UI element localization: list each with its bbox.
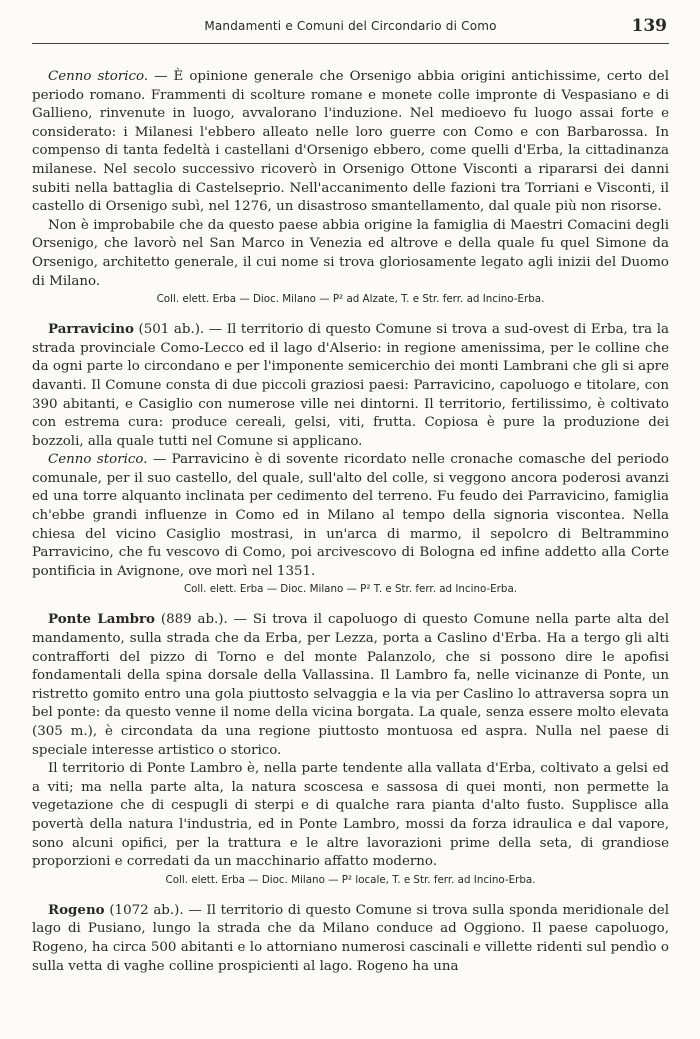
- parravicino-title: Parravicino: [48, 321, 134, 338]
- ponte-lambro-paragraph: [32, 610, 669, 760]
- rogeno-title: Rogeno: [48, 901, 105, 918]
- parravicino-history-text: — Parravicino è di sovente ricordato nelle cronache comasche del periodo comunale, per il suo castello, del quale, sull'alto del colle, si veggono ancora poderosi avanzi ed una torre alquanto inclinata per cedimento del terreno. Fu feudo dei Parravicino, famiglia ch'ebbe grandi influenze in Como ed in Milano al tempo della signoria viscontea. Nella chiesa del vicino Casiglio mostrasi, in un'arca di marmo, il sepolcro di Beltrammino Parravicino, che fu vescovo di Como, poi arcivescovo di Bologna ed infine addetto alla Corte pontificia in Avignone, ove morì nel 1351.: [32, 452, 669, 579]
- parravicino-coll-line: Coll. elett. Erba — Dioc. Milano — P² T. e Str. ferr. ad Incino-Erba.: [183, 583, 518, 596]
- running-title: Mandamenti e Comuni del Circondario di Como: [204, 19, 497, 33]
- rogeno-paragraph: [32, 901, 669, 976]
- rogeno-population: (1072 ab.).: [109, 902, 184, 918]
- cenno-storico-label: Cenno storico.: [48, 69, 149, 84]
- section-gap: [32, 597, 669, 610]
- section-gap: [32, 307, 669, 320]
- orsenigo-coll-line: Coll. elett. Erba — Dioc. Milano — P² ad Alzate, T. e Str. ferr. ad Incino-Erba.: [156, 293, 545, 306]
- page-number: 139: [631, 16, 667, 36]
- parravicino-history-paragraph: [32, 451, 669, 581]
- orsenigo-maestri-paragraph: Non è improbabile che da questo paese abbia origine la famiglia di Maestri Comacini degli Orsenigo, che lavorò nel San Marco in Venezia ed altrove e della quale fu quel Simone da Orsenigo, architetto generale, il cui nome si trova gloriosamente legato agli inizii del Duomo di Milano.: [32, 217, 669, 289]
- rogeno-territory-text: — Il territorio di questo Comune si trova sulla sponda meridionale del lago di Pusiano, lungo la strada che da Milano conduce ad Oggiono. Il paese capoluogo, Rogeno, ha circa 500 abitanti e lo attorniano numerosi cascinali e villette ridenti sul pendìo o sulla vetta di vaghe colline prospicienti al lago. Rogeno ha una: [32, 902, 670, 974]
- orsenigo-history-text: — È opinione generale che Orsenigo abbia origini antichissime, certo del periodo romano. Frammenti di scolture romane e monete colle impronte di Vespasiano e di Gallieno, rinvenute in luogo, avvalorano l'induzione. Nel medioevo fu luogo assai forte e considerato: i Milanesi l'ebbero alleato nelle loro guerre con Como e con Barbarossa. In compenso di tanta fedeltà i castellani d'Orsenigo ebbero, come quelli d'Erba, la cittadinanza milanese. Nel secolo successivo ricoverò in Orsenigo Ottone Visconti a ripararsi dei danni subiti nella battaglia di Castelseprio. Nell'accanimento delle fazioni tra Torriani e Visconti, il castello di Orsenigo subì, nel 1276, un disastroso smantellamento, dal quale più non risorse.: [32, 69, 669, 215]
- section-gap: [32, 888, 669, 901]
- page-header: [32, 16, 669, 38]
- ponte-lambro-intro-text: — Si trova il capoluogo di questo Comune nella parte alta del mandamento, sulla strada che da Erba, per Lezza, porta a Caslino d'Erba. Ha a tergo gli alti contrafforti del pizzo di Torno e del monte Palanzolo, che si possono dire le apofisi fondamentali della spina dorsale della Vallassina. Il Lambro fa, nelle vicinanze di Ponte, un ristretto gomito entro una gola piuttosto selvaggia e la via per Caslino lo attraversa sopra un bel ponte: da questo venne il nome della vicina borgata. La quale, senza essere molto elevata (305 m.), è circondata da una regione piuttosto montuosa ed aspra. Nulla nel paese di speciale interesse artistico o storico.: [32, 612, 669, 758]
- ponte-lambro-population: (889 ab.).: [160, 612, 228, 628]
- cenno-storico-label: Cenno storico.: [48, 452, 148, 468]
- parravicino-population: (501 ab.).: [138, 322, 205, 338]
- ponte-lambro-coll-line: Coll. elett. Erba — Dioc. Milano — P² locale, T. e Str. ferr. ad Incino-Erba.: [165, 873, 536, 886]
- parravicino-paragraph: [32, 320, 669, 451]
- orsenigo-history-paragraph: [32, 68, 669, 217]
- parravicino-territory-text: — Il territorio di questo Comune si trova a sud-ovest di Erba, tra la strada provinciale Como-Lecco ed il lago d'Alserio: in regione amenissima, per le colline che da ogni parte lo circondano e per l'imponente semicerchio dei monti Lambrani che gli si apre davanti. Il Comune consta di due piccoli graziosi paesi: Parravicino, capoluogo e titolare, con 390 abitanti, e Casiglio con numerose ville nei dintorni. Il territorio, fertilissimo, è coltivato con estrema cura: produce cereali, gelsi, viti, frutta. Copiosa è pure la produzione dei bozzoli, alla quale tutti nel Comune si applicano.: [32, 322, 669, 449]
- header-rule: [32, 43, 669, 44]
- ponte-lambro-title: Ponte Lambro: [48, 611, 155, 628]
- ponte-lambro-territory-paragraph: Il territorio di Ponte Lambro è, nella parte tendente alla vallata d'Erba, coltivato a gelsi ed a viti; ma nella parte alta, la natura scoscesa e sassosa di quei monti, non permette la vegetazione che di cespugli di sterpi e di qualche rara pianta d'alto fusto. Supplisce alla povertà della natura l'industria, ed in Ponte Lambro, mossi da forza idraulica e dal vapore, sono alcuni opifici, per la trattura e le altre lavorazioni prime della seta, di grandiose proporzioni e corredati da un macchinario affatto moderno.: [32, 761, 669, 870]
- page-body: [32, 68, 669, 976]
